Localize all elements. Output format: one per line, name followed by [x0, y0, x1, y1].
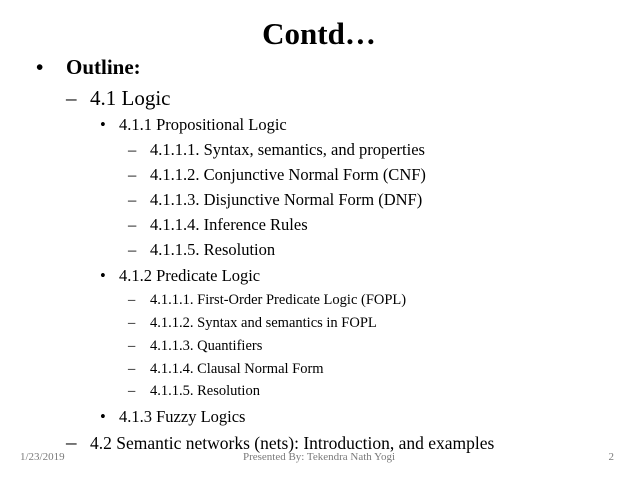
- dash-marker: –: [128, 215, 137, 234]
- subsection-label: 4.1.2 Predicate Logic: [119, 266, 261, 285]
- subsection-item: [100, 115, 287, 135]
- dash-marker: –: [128, 240, 137, 259]
- dash-marker: –: [128, 190, 137, 209]
- list-item: [128, 361, 324, 378]
- list-item: [128, 338, 262, 355]
- list-item-label: 4.1.1.2. Syntax and semantics in FOPL: [150, 315, 377, 331]
- list-item-label: 4.1.1.2. Conjunctive Normal Form (CNF): [150, 165, 426, 184]
- bullet-marker: •: [100, 407, 106, 426]
- dash-marker: –: [128, 315, 136, 331]
- slide-title: Contd…: [262, 16, 376, 51]
- list-item-label: 4.1.1.3. Quantifiers: [150, 338, 263, 354]
- section-label: 4.2 Semantic networks (nets): Introduction, and examples: [90, 433, 495, 453]
- list-item: [128, 140, 425, 160]
- list-item: [128, 292, 406, 309]
- subsection-item: [100, 407, 245, 427]
- list-item-label: 4.1.1.1. Syntax, semantics, and properties: [150, 140, 425, 159]
- list-item-label: 4.1.1.4. Clausal Normal Form: [150, 361, 324, 377]
- list-item-label: 4.1.1.5. Resolution: [150, 383, 260, 399]
- dash-marker: –: [128, 383, 136, 399]
- dash-marker: –: [128, 165, 137, 184]
- list-item: [128, 383, 260, 400]
- dash-marker: –: [128, 338, 136, 354]
- list-item-label: 4.1.1.4. Inference Rules: [150, 215, 308, 234]
- outline-heading-label: Outline:: [66, 55, 141, 79]
- list-item: [128, 165, 426, 185]
- list-item-label: 4.1.1.5. Resolution: [150, 240, 276, 259]
- list-item: [128, 190, 422, 210]
- subsection-label: 4.1.1 Propositional Logic: [119, 115, 287, 134]
- dash-marker: –: [66, 86, 77, 110]
- list-item: [128, 315, 377, 332]
- section-label: 4.1 Logic: [90, 86, 171, 110]
- footer-page-number: 2: [608, 451, 614, 463]
- dash-marker: –: [66, 430, 77, 454]
- footer-presenter: Presented By: Tekendra Nath Yogi: [242, 451, 396, 463]
- bullet-marker: •: [36, 55, 44, 79]
- list-item-label: 4.1.1.1. First-Order Predicate Logic (FOPL): [150, 292, 407, 308]
- outline-heading: [36, 55, 141, 80]
- footer-date: 1/23/2019: [20, 451, 65, 463]
- list-item: [128, 240, 275, 260]
- bullet-marker: •: [100, 115, 106, 134]
- dash-marker: –: [128, 140, 137, 159]
- bullet-marker: •: [100, 266, 106, 285]
- list-item: [128, 215, 308, 235]
- dash-marker: –: [128, 292, 136, 308]
- subsection-label: 4.1.3 Fuzzy Logics: [119, 407, 246, 426]
- list-item-label: 4.1.1.3. Disjunctive Normal Form (DNF): [150, 190, 423, 209]
- dash-marker: –: [128, 361, 136, 377]
- section-item: [66, 86, 170, 111]
- subsection-item: [100, 266, 260, 286]
